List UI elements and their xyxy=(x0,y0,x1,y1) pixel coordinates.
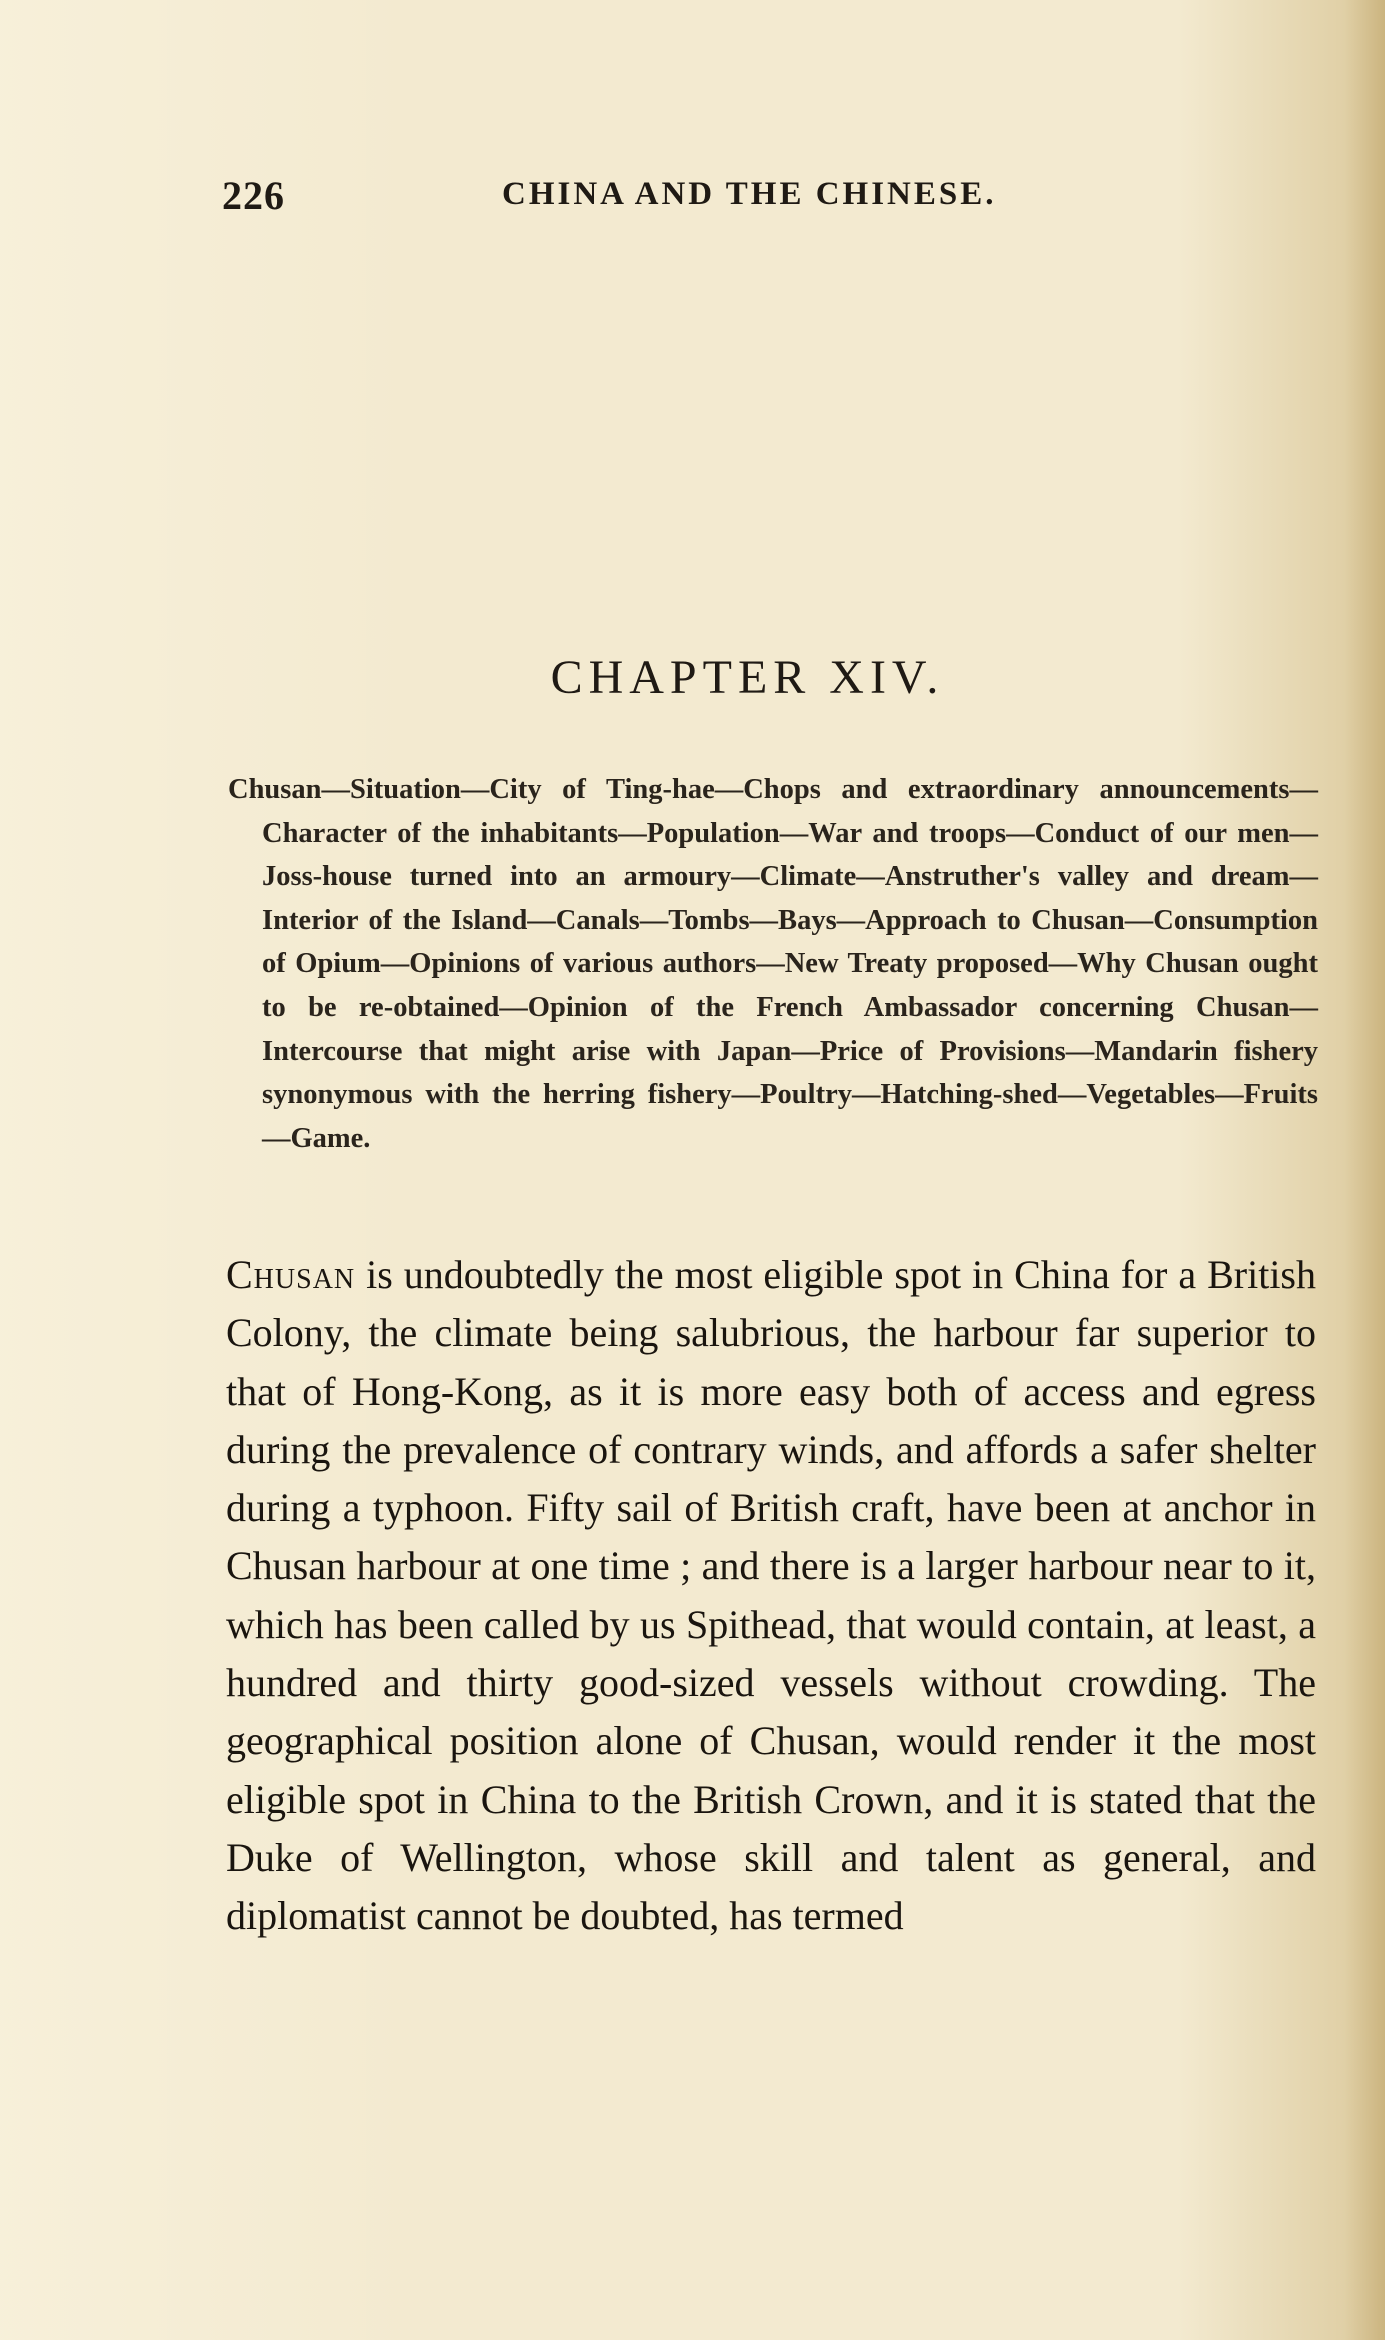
page-number: 226 xyxy=(222,173,285,218)
page-header xyxy=(222,172,1322,220)
body-paragraph xyxy=(226,1246,1316,1946)
lead-word: Chusan xyxy=(226,1252,356,1297)
chapter-synopsis xyxy=(228,768,1318,1160)
running-head: CHINA AND THE CHINESE. xyxy=(502,176,997,212)
chapter-title: CHAPTER XIV. xyxy=(550,651,945,704)
paragraph-text: is undoubtedly the most eligible spot in China for a British Colony, the climate being salubrious, the harbour far superior to that of Hong-Kong, as it is more easy both of access and egress during the prevalence of contrary winds, and affords a safer shelter during a typhoon. Fifty sail of British craft, have been at anchor in Chusan harbour at one time ; and there is a larger harbour near to it, which has been called by us Spithead, that would contain, at least, a hundred and thirty good-sized vessels without crowding. The geographical position alone of Chusan, would render it the most eligible spot in China to the British Crown, and it is stated that the Duke of Wellington, whose skill and talent as general, and diplomatist cannot be doubted, has termed xyxy=(226,1252,1316,1939)
synopsis-text: Chusan—Situation—City of Ting-hae—Chops and extraordinary announcements—Character of the inhabitants—Population—War and troops—Conduct of our men—Joss-house turned into an armoury—Climate—Anstruther's valley and dream—Interior of the Island—Canals—Tombs—Bays—Approach to Chusan—Consumption of Opium—Opinions of various authors—New Treaty proposed—Why Chusan ought to be re-obtained—Opinion of the French Ambassador concerning Chusan—Intercourse that might arise with Japan—Price of Provisions—Mandarin fishery synonymous with the herring fishery—Poultry—Hatching-shed—Vegetables—Fruits—Game. xyxy=(228,774,1318,1154)
